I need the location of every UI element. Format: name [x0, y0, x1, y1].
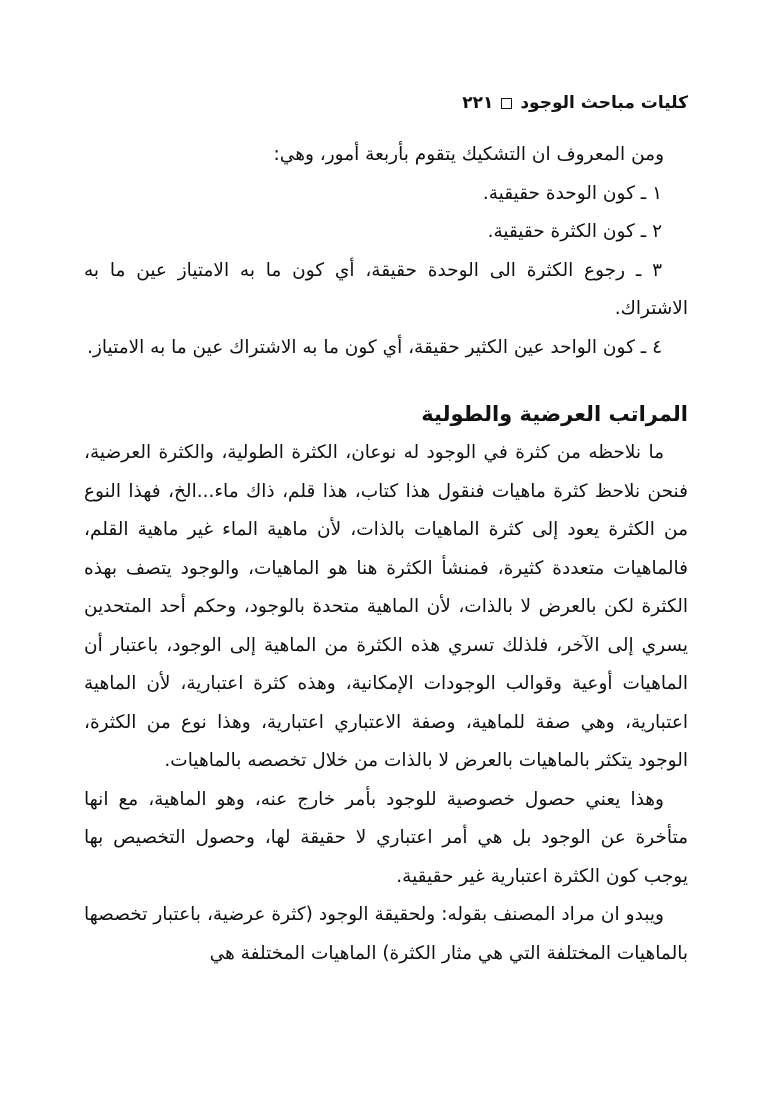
intro-paragraph: ومن المعروف ان التشكيك يتقوم بأربعة أمور، وهي: — [273, 144, 664, 165]
square-separator-icon — [501, 98, 512, 109]
body-paragraph: وهذا يعني حصول خصوصية للوجود بأمر خارج عنه، وهو الماهية، مع انها متأخرة عن الوجود بل هي أمر اعتباري لا حقيقة لها، وحصول التخصيص بها يوجب كون الكثرة اعتبارية غير حقيقية. — [84, 788, 688, 887]
list-item: ٢ ـ كون الكثرة حقيقية. — [487, 221, 662, 242]
page-number: ٢٢١ — [462, 93, 494, 113]
body-paragraph: ويبدو ان مراد المصنف بقوله: ولحقيقة الوجود (كثرة عرضية، باعتبار تخصصها بالماهيات المختلفة التي هي مثار الكثرة) الماهيات المختلفة هي — [84, 904, 688, 964]
running-title: كليات مباحث الوجود — [520, 93, 688, 113]
list-item: ٣ ـ رجوع الكثرة الى الوحدة حقيقة، أي كون ما به الامتياز عين ما به الاشتراك. — [84, 259, 688, 319]
body-paragraph: ما نلاحظه من كثرة في الوجود له نوعان، الكثرة الطولية، والكثرة العرضية، فنحن نلاحظ كثرة ماهيات فنقول هذا كتاب، هذا قلم، ذاك ماء...الخ، فهذا النوع من الكثرة يعود إلى كثرة الماهيات بالذات، لأن ماهية الماء غير ماهية القلم، فالماهيات متعددة كثيرة، فمنشأ الكثرة هنا هو الماهيات، والوجود يتصف بهذه الكثرة لكن بالعرض لا بالذات، لأن الماهية متحدة بالوجود، وحكم أحد المتحدين يسري إلى الآخر، فلذلك تسري هذه الكثرة من الماهية إلى الوجود، باعتبار أن الماهيات أوعية وقوالب الوجودات الإمكانية، وهذه كثرة اعتبارية، لأن الماهية اعتبارية، وهي صفة للماهية، وصفة الاعتباري اعتبارية، وهذا نوع من الكثرة، الوجود يتكثر بالماهيات بالعرض لا بالذات من خلال تخصصه بالماهيات. — [84, 442, 688, 771]
list-item: ١ ـ كون الوحدة حقيقية. — [482, 182, 662, 204]
list-item: ٤ ـ كون الواحد عين الكثير حقيقة، أي كون ما به الاشتراك عين ما به الامتياز. — [87, 336, 662, 358]
page-body — [84, 136, 688, 973]
running-header — [88, 86, 688, 120]
section-title: المراتب العرضية والطولية — [421, 402, 688, 426]
